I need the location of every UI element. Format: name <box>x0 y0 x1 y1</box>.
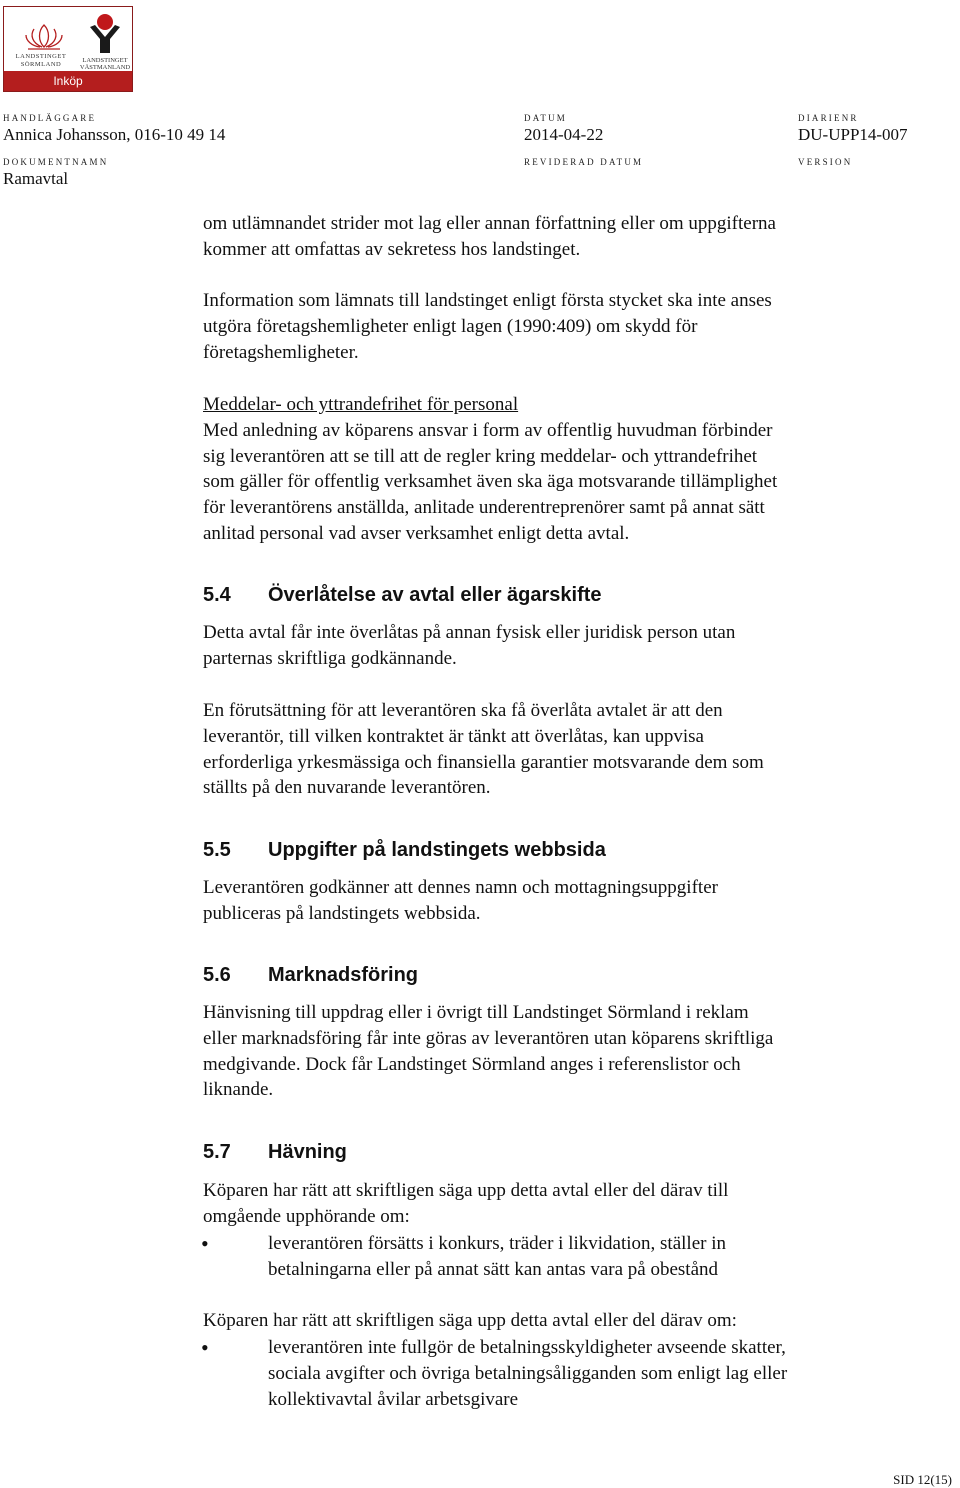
section-title: Överlåtelse av avtal eller ägarskifte <box>268 584 602 606</box>
text-line: En förutsättning för att leverantören ska få överlåta avtalet är att den <box>203 700 723 721</box>
text-line: leverantören försätts i konkurs, träder i likvidation, ställer in <box>268 1233 726 1254</box>
section-number: 5.6 <box>203 964 231 986</box>
dokumentnamn-value: Ramavtal <box>3 169 69 188</box>
text-line: Med anledning av köparens ansvar i form av offentlig huvudman förbinder <box>203 419 773 441</box>
paragraph-marknadsforing <box>203 1000 903 1103</box>
section-number: 5.7 <box>203 1141 231 1163</box>
text-line: leverantör, till vilken kontraktet är tänkt att överlåtas, kan uppvisa <box>203 725 704 747</box>
datum-value: 2014-04-22 <box>524 125 604 144</box>
paragraph-overlatelse-1 <box>203 620 903 672</box>
org1-name: LANDSTINGET SÖRMLAND <box>15 53 67 68</box>
dokumentnamn-label: DOKUMENTNAMN <box>3 157 109 167</box>
text-line: om utlämnandet strider mot lag eller annan författning eller om uppgifterna <box>203 213 776 234</box>
paragraph-havning-1 <box>203 1178 903 1230</box>
text-line: anlitad personal vad avser verksamhet enligt detta avtal. <box>203 522 630 544</box>
text-line: Köparen har rätt att skriftligen säga upp detta avtal eller del därav om: <box>203 1310 737 1331</box>
text-line: ställts på den nuvarande leverantören. <box>203 777 491 799</box>
text-line: omgående upphörande om: <box>203 1205 410 1227</box>
text-line: företagshemligheter. <box>203 341 359 363</box>
version-label: VERSION <box>798 157 853 167</box>
text-line: publiceras på landstingets webbsida. <box>203 902 481 924</box>
org2-name: LANDSTINGET VÄSTMANLAND <box>79 57 131 71</box>
section-heading-5-7 <box>203 1141 347 1164</box>
text-line: leverantören inte fullgör de betalningsskyldigheter avseende skatter, <box>268 1337 786 1358</box>
figure-emblem-icon <box>88 13 122 55</box>
paragraph-foretagshemligheter <box>203 288 903 365</box>
text-line: Detta avtal får inte överlåtas på annan fysisk eller juridisk person utan <box>203 622 736 643</box>
text-line: Leverantören godkänner att dennes namn och mottagningsuppgifter <box>203 877 718 898</box>
text-line: Information som lämnats till landstinget enligt första stycket ska inte anses <box>203 290 772 311</box>
text-line: för leverantörens anställda, anlitade underentreprenörer samt på annat sätt <box>203 497 765 519</box>
text-line: kommer att omfattas av sekretess hos landstinget. <box>203 238 581 260</box>
page-number: SID 12(15) <box>893 1472 952 1487</box>
list-item <box>268 1231 908 1283</box>
section-heading-5-6 <box>203 964 418 987</box>
bullet-icon: • <box>201 1231 209 1256</box>
logo-band-label: Inköp <box>4 71 132 91</box>
text-line: liknande. <box>203 1079 274 1101</box>
section-title: Hävning <box>268 1141 347 1163</box>
text-line: erforderliga yrkesmässiga och finansiella garantier motsvarande dem som <box>203 751 764 773</box>
section-heading-5-4 <box>203 584 602 607</box>
lotus-emblem-icon <box>22 21 66 51</box>
text-line: eller marknadsföring får inte göras av leverantören utan köparens skriftliga <box>203 1027 774 1049</box>
handlaggare-label: HANDLÄGGARE <box>3 113 97 123</box>
section-number: 5.5 <box>203 839 231 861</box>
text-line: medgivande. Dock får Landstinget Sörmland anges i referenslistor och <box>203 1053 741 1075</box>
organization-logo <box>3 6 133 92</box>
text-line: Köparen har rätt att skriftligen säga upp detta avtal eller del därav till <box>203 1180 729 1201</box>
bullet-icon: • <box>201 1335 209 1360</box>
text-line: som gäller för offentlig verksamhet även ska äga motsvarande tillämplighet <box>203 471 778 493</box>
paragraph-meddelarfrihet <box>203 392 903 547</box>
diarienr-label: DIARIENR <box>798 113 859 123</box>
handlaggare-value: Annica Johansson, 016-10 49 14 <box>3 125 226 144</box>
datum-label: DATUM <box>524 113 568 123</box>
text-line: sig leverantören att se till att de regler kring meddelar- och yttrandefrihet <box>203 445 758 467</box>
paragraph-sekretess <box>203 211 903 263</box>
text-line: kollektivavtal åvilar arbetsgivare <box>268 1388 519 1410</box>
paragraph-overlatelse-2 <box>203 698 903 801</box>
diarienr-value: DU-UPP14-007 <box>798 125 908 144</box>
section-heading-5-5 <box>203 839 606 862</box>
reviderad-datum-label: REVIDERAD DATUM <box>524 157 644 167</box>
paragraph-webbsida <box>203 875 903 927</box>
text-line: utgöra företagshemligheter enligt lagen (1990:409) om skydd för <box>203 315 698 337</box>
text-line: parternas skriftliga godkännande. <box>203 647 457 669</box>
text-line: betalningarna eller på annat sätt kan antas vara på obestånd <box>268 1258 718 1280</box>
subheading-underlined: Meddelar- och yttrandefrihet för personal <box>203 394 519 415</box>
paragraph-havning-2 <box>203 1308 903 1334</box>
section-title: Marknadsföring <box>268 964 419 986</box>
text-line: Hänvisning till uppdrag eller i övrigt till Landstinget Sörmland i reklam <box>203 1002 749 1023</box>
section-title: Uppgifter på landstingets webbsida <box>268 839 606 861</box>
list-item <box>268 1335 908 1412</box>
text-line: sociala avgifter och övriga betalningsåligganden som enligt lag eller <box>268 1362 788 1384</box>
section-number: 5.4 <box>203 584 231 606</box>
